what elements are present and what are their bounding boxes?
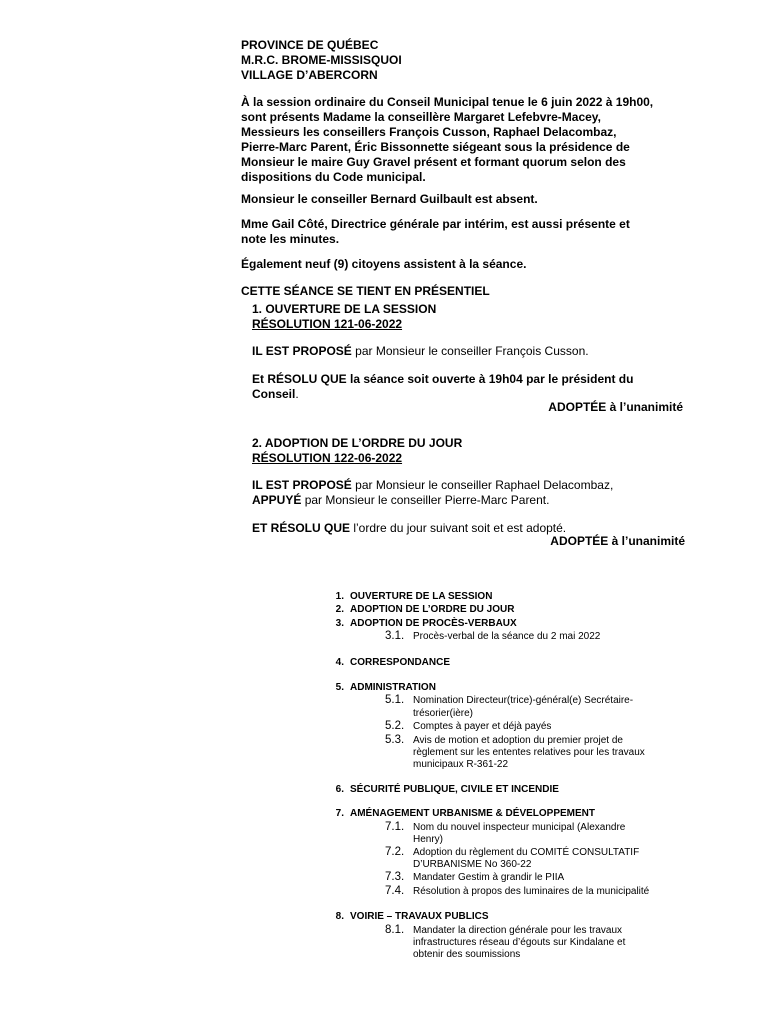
section-1-proposed	[252, 344, 589, 359]
seconded-text: par Monsieur le conseiller Pierre-Marc Parent.	[301, 493, 550, 507]
resolved-line: Et RÉSOLU QUE la séance soit ouverte à 19h04 par le président du	[252, 372, 634, 386]
absent-paragraph: Monsieur le conseiller Bernard Guilbault est absent.	[241, 192, 538, 206]
resolved-line: Conseil	[252, 387, 296, 401]
section-1-resolved	[252, 372, 633, 402]
agenda-item-label: OUVERTURE DE LA SESSION	[350, 591, 493, 602]
agenda-subitem-text: règlement sur les ententes relatives pour les travaux	[413, 747, 645, 758]
section-1-adopted	[420, 400, 683, 415]
resolved-text: l’ordre du jour suivant soit et est adopté.	[350, 521, 567, 535]
agenda-item-label: CORRESPONDANCE	[350, 657, 451, 668]
agenda-subitem-text: D’URBANISME No 360-22	[413, 859, 532, 870]
agenda-item-label: ADOPTION DE L’ORDRE DU JOUR	[350, 604, 515, 615]
seconded-label: APPUYÉ	[252, 493, 302, 507]
agenda-subitem-number: 5.2.	[385, 720, 405, 732]
proposed-label: IL EST PROPOSÉ	[252, 344, 352, 358]
dg-line: note les minutes.	[241, 232, 340, 246]
section-1-resolution: RÉSOLUTION 121-06-2022	[252, 317, 403, 331]
agenda-subitem-number: 3.1.	[385, 630, 405, 642]
agenda-item-number: 4.	[335, 657, 344, 668]
header-village: VILLAGE D’ABERCORN	[241, 68, 378, 82]
agenda-subitem-number: 7.3.	[385, 871, 405, 883]
adopted-text: à l’unanimité	[606, 400, 683, 414]
document-header	[241, 38, 402, 83]
agenda-item-number: 8.	[335, 911, 344, 922]
agenda-subitem-text: obtenir des soumissions	[413, 949, 521, 960]
section-2-adopted	[420, 534, 685, 549]
dg-paragraph	[241, 217, 630, 247]
header-mrc: M.R.C. BROME-MISSISQUOI	[241, 53, 402, 67]
agenda-subitem-number: 7.2.	[385, 846, 405, 858]
agenda-subitem-number: 5.1.	[385, 694, 405, 706]
intro-line: Messieurs les conseillers François Cusson, Raphael Delacombaz,	[241, 125, 617, 139]
agenda-item-number: 2.	[335, 604, 344, 615]
agenda-item-number: 3.	[335, 618, 344, 629]
section-2-proposed	[252, 478, 613, 508]
intro-line: dispositions du Code municipal.	[241, 170, 426, 184]
agenda-subitem-text: Adoption du règlement du COMITÉ CONSULTATIF	[413, 847, 640, 858]
section-2-title: 2. ADOPTION DE L’ORDRE DU JOUR	[252, 436, 463, 450]
agenda-subitem-text: Nom du nouvel inspecteur municipal (Alexandre	[413, 822, 626, 833]
agenda-item-label: SÉCURITÉ PUBLIQUE, CIVILE ET INCENDIE	[350, 784, 559, 795]
section-2-resolution: RÉSOLUTION 122-06-2022	[252, 451, 403, 465]
intro-paragraph	[241, 95, 653, 185]
proposed-text: par Monsieur le conseiller Raphael Delacombaz,	[351, 478, 614, 492]
intro-line: sont présents Madame la conseillère Margaret Lefebvre-Macey,	[241, 110, 601, 124]
agenda-item-label: VOIRIE – TRAVAUX PUBLICS	[350, 911, 489, 922]
adopted-label: ADOPTÉE	[550, 534, 609, 548]
agenda-item-label: ADOPTION DE PROCÈS-VERBAUX	[350, 618, 517, 629]
agenda-subitem-text: Procès-verbal de la séance du 2 mai 2022	[413, 631, 601, 642]
agenda-item-number: 1.	[335, 591, 344, 602]
agenda-subitem-number: 5.3.	[385, 734, 405, 746]
proposed-text: par Monsieur le conseiller François Cusson.	[351, 344, 589, 358]
adopted-label: ADOPTÉE	[548, 400, 607, 414]
agenda-item-number: 7.	[335, 808, 344, 819]
agenda-subitem-text: infrastructures réseau d’égouts sur Kindalane et	[413, 937, 626, 948]
agenda-subitem-number: 8.1.	[385, 924, 405, 936]
section-1-title: 1. OUVERTURE DE LA SESSION	[252, 302, 437, 316]
proposed-label: IL EST PROPOSÉ	[252, 478, 352, 492]
agenda-subitem-text: Henry)	[413, 834, 444, 845]
resolved-period: .	[295, 387, 299, 401]
resolved-label: ET RÉSOLU QUE	[252, 521, 351, 535]
agenda-item-number: 6.	[335, 784, 344, 795]
intro-line: À la session ordinaire du Conseil Municipal tenue le 6 juin 2022 à 19h00,	[241, 95, 654, 109]
agenda-item-number: 5.	[335, 682, 344, 693]
adopted-text: à l’unanimité	[608, 534, 685, 548]
agenda-subitem-text: trésorier(ière)	[413, 708, 474, 719]
agenda-subitem-text: Nomination Directeur(trice)-général(e) Secrétaire-	[413, 695, 634, 706]
dg-line: Mme Gail Côté, Directrice générale par intérim, est aussi présente et	[241, 217, 630, 231]
presentiel-heading: CETTE SÉANCE SE TIENT EN PRÉSENTIEL	[241, 284, 490, 298]
agenda-subitem-text: Résolution à propos des luminaires de la municipalité	[413, 886, 650, 897]
citizens-paragraph: Également neuf (9) citoyens assistent à la séance.	[241, 257, 527, 271]
agenda-subitem-text: Mandater la direction générale pour les travaux	[413, 925, 623, 936]
agenda-subitem-text: Mandater Gestim à grandir le PIIA	[413, 872, 565, 883]
header-province: PROVINCE DE QUÉBEC	[241, 38, 379, 52]
agenda-item-label: AMÉNAGEMENT URBANISME & DÉVELOPPEMENT	[350, 808, 596, 819]
agenda-subitem-number: 7.4.	[385, 885, 405, 897]
intro-line: Monsieur le maire Guy Gravel présent et formant quorum selon des	[241, 155, 626, 169]
agenda-item-label: ADMINISTRATION	[350, 682, 436, 693]
agenda-subitem-number: 7.1.	[385, 821, 405, 833]
intro-line: Pierre-Marc Parent, Éric Bissonnette siégeant sous la présidence de	[241, 140, 630, 154]
agenda-subitem-text: municipaux R-361-22	[413, 759, 509, 770]
agenda-subitem-text: Comptes à payer et déjà payés	[413, 721, 552, 732]
agenda-subitem-text: Avis de motion et adoption du premier projet de	[413, 735, 623, 746]
